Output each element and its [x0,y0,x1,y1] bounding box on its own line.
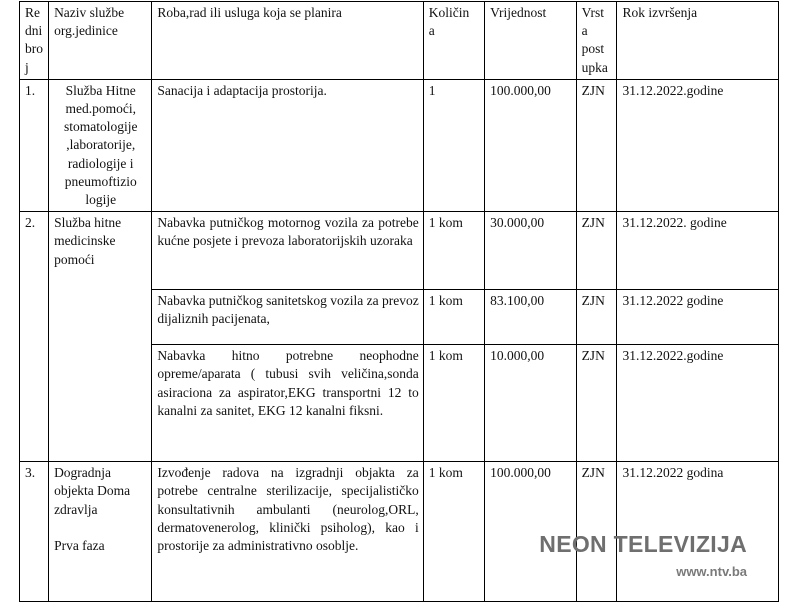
item-description: Nabavka putničkog sanitetskog vozila za prevoz dijaliznih pacijenata, [152,290,423,345]
watermark-brand: NEON TELEVIZIJA [539,531,747,557]
header-row-number: Re dni bro j [20,2,49,80]
service-name: Služba Hitne med.pomoći, stomatologije ,laboratorije, radiologije i pneumoftizio logije [49,79,152,211]
row-number: 1. [20,79,49,211]
deadline: 31.12.2022. godine [617,212,779,290]
value: 30.000,00 [485,212,577,290]
procedure-type: ZJN [576,345,617,462]
quantity: 1 kom [423,462,484,602]
row-number: 3. [20,462,49,602]
value: 100.000,00 [485,462,577,602]
deadline: 31.12.2022 godine [617,290,779,345]
header-row [20,2,779,80]
header-value: Vrijednost [485,2,577,80]
procedure-type: ZJN [576,462,617,602]
row-number: 2. [20,212,49,462]
item-description: Nabavka hitno potrebne neophodne opreme/aparata ( tubusi svih veličina,sonda asiraciona za aspirator,EKG transportni 12 to kanalni za sanitet, EKG 12 kanalni fiksni. [152,345,423,462]
quantity: 1 kom [423,290,484,345]
value: 100.000,00 [485,79,577,211]
quantity: 1 kom [423,212,484,290]
procedure-type: ZJN [576,212,617,290]
item-description: Sanacija i adaptacija prostorija. [152,79,423,211]
watermark-url: www.ntv.ba [676,564,747,579]
header-procedure-type: Vrst a post upka [576,2,617,80]
value: 10.000,00 [485,345,577,462]
service-name: Služba hitne medicinske pomoći [49,212,152,462]
item-description: Izvođenje radova na izgradnji objakta za potrebe centralne sterilizacije, specijalističko konsultativnih ambulanti (neurolog,ORL, dermatovenerolog, klinički psiholog), kao i prostorije za administrativno osoblje. [152,462,423,602]
deadline: 31.12.2022.godine [617,79,779,211]
procedure-type: ZJN [576,79,617,211]
procedure-type: ZJN [576,290,617,345]
quantity: 1 [423,79,484,211]
deadline: 31.12.2022.godine [617,345,779,462]
header-item: Roba,rad ili usluga koja se planira [152,2,423,80]
service-name: Dogradnja objekta Doma zdravlja Prva faza [49,462,152,602]
tv-watermark [539,530,747,579]
item-description: Nabavka putničkog motornog vozila za potrebe kućne posjete i prevoza laboratorijskih uzoraka [152,212,423,290]
value: 83.100,00 [485,290,577,345]
table-row [20,79,779,211]
quantity: 1 kom [423,345,484,462]
header-service-name: Naziv službe org.jedinice [49,2,152,80]
header-quantity: Količin a [423,2,484,80]
table-row [20,212,779,290]
procurement-plan-table [19,1,779,602]
deadline: 31.12.2022 godina [617,462,779,602]
header-deadline: Rok izvršenja [617,2,779,80]
